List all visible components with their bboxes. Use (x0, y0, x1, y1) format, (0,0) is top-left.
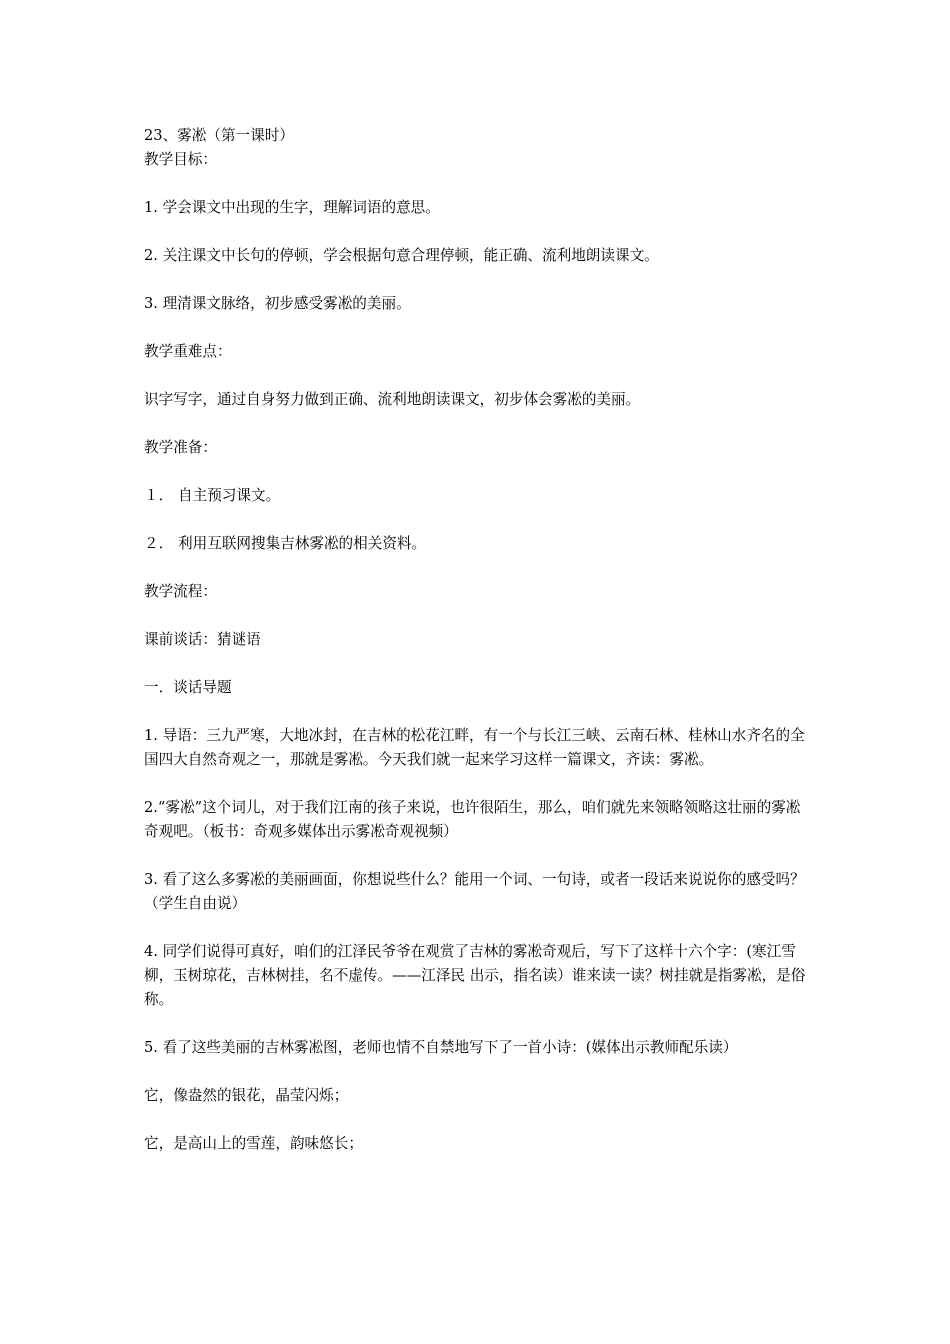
objectives-heading: 教学目标： (144, 151, 217, 168)
document-body (144, 124, 810, 1156)
difficulties-text: 识字写字，通过自身努力做到正确、流利地朗读课文，初步体会雾凇的美丽。 (144, 391, 641, 408)
pre-class-talk: 课前谈话：猜谜语 (144, 631, 261, 648)
step-paragraph: 1. 导语：三九严寒，大地冰封，在吉林的松花江畔，有一个与长江三峡、云南石林、桂林山水齐名的全国四大自然奇观之一，那就是雾凇。今天我们就一起来学习这样一篇课文，齐读：雾凇。 (144, 727, 805, 768)
preparation-item (144, 532, 810, 556)
poem-line: 它，是高山上的雪莲，韵味悠长； (144, 1135, 363, 1152)
difficulties-heading: 教学重难点： (144, 343, 232, 360)
preparation-heading: 教学准备： (144, 439, 217, 456)
step-paragraph: 3. 看了这么多雾凇的美丽画面，你想说些什么？能用一个词、一句诗，或者一段话来说说你的感受吗？（学生自由说） (144, 871, 805, 912)
section-heading: 一．谈话导题 (144, 679, 232, 696)
process-heading: 教学流程： (144, 583, 217, 600)
step-paragraph: 2.“雾凇”这个词儿，对于我们江南的孩子来说，也许很陌生，那么，咱们就先来领略领略这壮丽的雾凇奇观吧。（板书：奇观多媒体出示雾凇奇观视频） (144, 799, 801, 840)
objective-item: 1. 学会课文中出现的生字，理解词语的意思。 (144, 199, 440, 216)
preparation-text: 自主预习课文。 (178, 487, 281, 504)
poem-line: 它，像盎然的银花，晶莹闪烁； (144, 1087, 349, 1104)
objective-item: 3. 理清课文脉络，初步感受雾凇的美丽。 (144, 295, 411, 312)
objective-item: 2. 关注课文中长句的停顿，学会根据句意合理停顿，能正确、流利地朗读课文。 (144, 247, 659, 264)
preparation-number: １． (144, 487, 174, 504)
preparation-item (144, 484, 810, 508)
step-paragraph: 5. 看了这些美丽的吉林雾凇图，老师也情不自禁地写下了一首小诗：(媒体出示教师配乐读） (144, 1039, 738, 1056)
preparation-number: ２． (144, 535, 174, 552)
lesson-title: 23、雾凇（第一课时） (144, 127, 294, 144)
preparation-text: 利用互联网搜集吉林雾凇的相关资料。 (178, 535, 427, 552)
step-paragraph: 4. 同学们说得可真好，咱们的江泽民爷爷在观赏了吉林的雾凇奇观后，写下了这样十六个字：(寒江雪柳，玉树琼花，吉林树挂，名不虚传。——江泽民 出示，指名读）谁来读一读？树挂就是指雾凇，是俗称。 (144, 943, 806, 1008)
